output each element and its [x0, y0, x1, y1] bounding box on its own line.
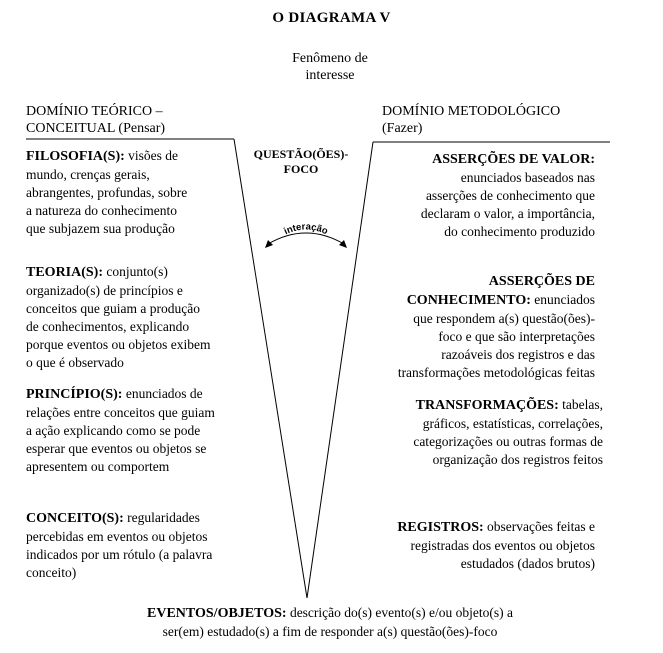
knowledge-assertions-text-line: razoáveis dos registros e das	[441, 347, 595, 362]
value-assertions-text-line: do conhecimento produzido	[444, 224, 595, 239]
knowledge-assertions-block	[355, 272, 595, 382]
theory-text-line: organizado(s) de princípios e	[26, 283, 183, 298]
theory-term: TEORIA(S):	[26, 265, 104, 280]
philosophy-text-line: mundo, crenças gerais,	[26, 167, 150, 182]
concept-text-line: regularidades	[123, 510, 200, 525]
theory-text-line: conceitos que guiam a produção	[26, 301, 200, 316]
transformations-text-line: organização dos registros feitos	[432, 452, 603, 467]
concept-text-line: percebidas em eventos ou objetos	[26, 529, 208, 544]
philosophy-text-line: visões de	[124, 148, 179, 163]
knowledge-assertions-term-line-2: CONHECIMENTO:	[406, 293, 531, 308]
value-assertions-text-line: asserções de conhecimento que	[425, 188, 595, 203]
philosophy-block	[26, 147, 241, 238]
methodological-domain-heading	[382, 103, 622, 137]
interaction-right-arrowhead	[339, 240, 347, 248]
methodological-domain-line-1: DOMÍNIO METODOLÓGICO	[382, 104, 561, 119]
knowledge-assertions-text-line: foco e que são interpretações	[438, 329, 595, 344]
principle-text-line: apresentem ou comportem	[26, 459, 170, 474]
principle-block	[26, 385, 266, 476]
knowledge-assertions-text-line: que respondem a(s) questão(ões)-	[413, 311, 595, 326]
methodological-domain-line-2: (Fazer)	[382, 121, 423, 136]
philosophy-text-line: abrangentes, profundas, sobre	[26, 185, 188, 200]
concept-text-line: conceito)	[26, 565, 77, 580]
knowledge-assertions-text-line: enunciados	[530, 292, 595, 307]
theoretical-domain-heading	[26, 103, 236, 137]
theoretical-domain-line-2: CONCEITUAL (Pensar)	[26, 121, 166, 136]
theory-block	[26, 263, 261, 372]
transformations-text-line: categorizações ou outras formas de	[413, 434, 603, 449]
records-text-line: estudados (dados brutos)	[460, 556, 595, 571]
theory-text-line: conjunto(s)	[103, 264, 168, 279]
knowledge-assertions-term-line-1: ASSERÇÕES DE	[488, 274, 595, 289]
theory-text-line: porque eventos ou objetos exibem	[26, 337, 211, 352]
transformations-block	[355, 396, 603, 469]
events-objects-text-line: descrição do(s) evento(s) e/ou objeto(s) a	[286, 605, 513, 620]
focus-question-line-1: QUESTÃO(ÕES)-	[253, 147, 349, 161]
phenomenon-line-1: Fenômeno de	[292, 51, 368, 66]
concept-text-line: indicados por um rótulo (a palavra	[26, 547, 213, 562]
concept-term: CONCEITO(S):	[26, 511, 124, 526]
records-term: REGISTROS:	[397, 520, 484, 535]
principle-text-line: a ação explicando como se pode	[26, 423, 201, 438]
theoretical-domain-line-1: DOMÍNIO TEÓRICO –	[26, 104, 163, 119]
theory-text-line: de conhecimentos, explicando	[26, 319, 190, 334]
phenomenon-line-2: interesse	[305, 68, 355, 83]
focus-question-line-2: FOCO	[283, 162, 319, 176]
transformations-term: TRANSFORMAÇÕES:	[415, 398, 559, 413]
value-assertions-term: ASSERÇÕES DE VALOR:	[432, 152, 595, 167]
focus-question	[236, 147, 366, 177]
principle-text-line: enunciados de	[122, 386, 203, 401]
transformations-text-line: tabelas,	[558, 397, 603, 412]
concept-block	[26, 509, 271, 582]
principle-text-line: relações entre conceitos que guiam	[26, 405, 215, 420]
events-objects-text-line: ser(em) estudado(s) a fim de responder a(s) questão(ões)-foco	[162, 624, 498, 639]
value-assertions-text-line: enunciados baseados nas	[460, 170, 595, 185]
philosophy-term: FILOSOFIA(S):	[26, 149, 125, 164]
value-assertions-text-line: declaram o valor, a importância,	[420, 206, 595, 221]
philosophy-text-line: a natureza do conhecimento	[26, 203, 178, 218]
theory-text-line: o que é observado	[26, 355, 124, 370]
principle-text-line: esperar que eventos ou objetos se	[26, 441, 207, 456]
interaction-arrow-icon	[262, 212, 350, 252]
records-text-line: observações feitas e	[483, 519, 595, 534]
knowledge-assertions-text-line: transformações metodológicas feitas	[397, 365, 595, 380]
phenomenon-of-interest	[230, 50, 430, 84]
value-assertions-block	[355, 150, 595, 241]
transformations-text-line: gráficos, estatísticas, correlações,	[422, 416, 603, 431]
records-block	[355, 518, 595, 573]
philosophy-text-line: que subjazem sua produção	[26, 221, 175, 236]
interaction-arc	[268, 233, 344, 244]
interaction-left-arrowhead	[265, 240, 273, 248]
interaction-label: interação	[282, 221, 330, 238]
events-objects-term: EVENTOS/OBJETOS:	[147, 606, 287, 621]
records-text-line: registradas dos eventos ou objetos	[410, 538, 595, 553]
events-objects-block	[60, 604, 600, 641]
principle-term: PRINCÍPIO(S):	[26, 387, 123, 402]
diagram-title: O DIAGRAMA V	[272, 10, 391, 26]
